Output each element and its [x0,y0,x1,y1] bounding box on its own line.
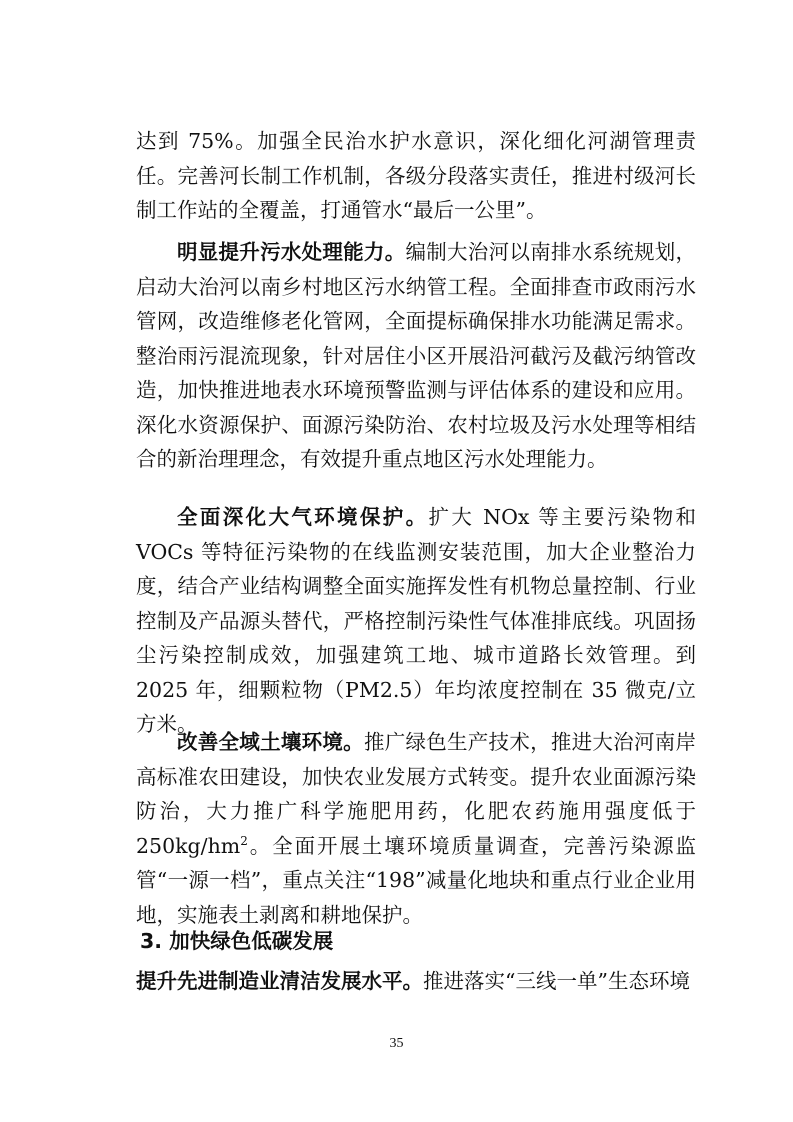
paragraph-lead: 提升先进制造业清洁发展水平。 [136,969,423,993]
paragraph-text: 扩大 NOx 等主要污染物和 VOCs 等特征污染物的在线监测安装范围，加大企业整治力度，结合产业结构调整全面实施挥发性有机物总量控制、行业控制及产品源头替代，严格控制污染性气体准排底线。巩固扬尘污染控制成效，加强建筑工地、城市道路长效管理。到 2025 年，细颗粒物（PM2.5）年均浓度控制在 35 微克/立方米。 [136,505,696,736]
paragraph-text: 编制大治河以南排水系统规划，启动大治河以南乡村地区污水纳管工程。全面排查市政雨污水管网，改造维修老化管网，全面提标确保排水功能满足需求。整治雨污混流现象，针对居住小区开展沿河截污及截污纳管改造，加快推进地表水环境预警监测与评估体系的建设和应用。深化水资源保护、面源污染防治、农村垃圾及污水处理等相结合的新治理理念，有效提升重点地区污水处理能力。 [136,240,697,471]
paragraph-manufacturing [136,964,696,999]
superscript: 2 [240,833,248,848]
page-number: 35 [389,1036,404,1051]
paragraph-lead: 明显提升污水处理能力。 [177,240,406,264]
paragraph-soil-environment [136,725,696,932]
paragraph-text: 推广绿色生产技术，推进大治河南岸高标准农田建设，加快农业发展方式转变。提升农业面源污染防治，大力推广科学施肥用药，化肥农药施用强度低于 250kg/hm [136,730,696,858]
paragraph-text: 达到 75%。加强全民治水护水意识，深化细化河湖管理责任。完善河长制工作机制，各级分段落实责任，推进村级河长制工作站的全覆盖，打通管水“最后一公里”。 [136,129,696,222]
paragraph-water-governance [136,124,696,228]
paragraph-lead: 全面深化大气环境保护。 [177,505,429,529]
paragraph-sewage-treatment [136,235,696,477]
paragraph-lead: 改善全域土壤环境。 [177,730,364,754]
paragraph-text-cont: 。全面开展土壤环境质量调查，完善污染源监管“一源一档”，重点关注“198”减量化地块和重点行业企业用地，实施表土剥离和耕地保护。 [136,833,696,927]
paragraph-text: 推进落实“三线一单”生态环境 [423,969,690,993]
section-heading: 3. 加快绿色低碳发展 [140,929,334,953]
paragraph-air-protection [136,500,696,742]
